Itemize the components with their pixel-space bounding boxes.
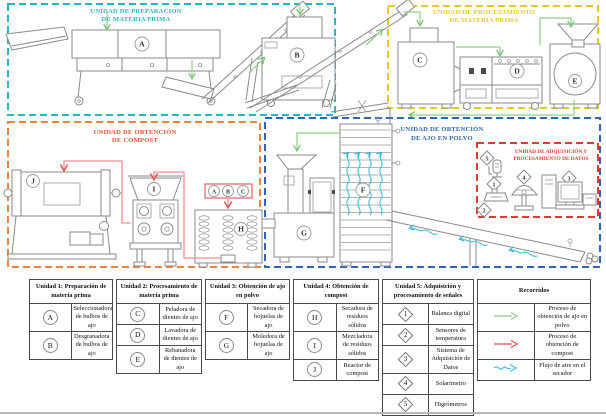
machine-c-peladora <box>398 28 463 108</box>
legend-description: Higrómetros <box>428 394 474 415</box>
title-prep-2: DE MATERIA PRIMA <box>101 16 171 23</box>
legend-table-unit-1 <box>29 279 113 360</box>
machine-g-moledora <box>262 155 335 262</box>
legend-description: Desgranadora de bulbos de ajo <box>71 331 113 359</box>
legend-key-cell <box>383 304 429 325</box>
title-polvo-1: UNIDAD DE OBTENCIÓN <box>400 126 484 133</box>
label-sensor-4: 4 <box>522 175 526 182</box>
title-proc-2: DE MATERIA PRIMA <box>449 17 519 24</box>
cyan-wavy-arrow-icon <box>478 359 535 380</box>
legend-unit-header: Unidad 5: Adquisición y procesamiento de señales <box>383 280 474 304</box>
sensor-number-badge: 1 <box>397 306 413 322</box>
label-abc-b: B <box>225 189 231 196</box>
label-machine-d: D <box>514 66 520 76</box>
title-proc-1: UNIDAD DE PROCESAMIENTO <box>432 9 536 16</box>
machine-letter-badge: C <box>130 307 145 322</box>
legend-description: Balanza digital <box>428 304 474 325</box>
title-compost-1: UNIDAD DE OBTENCIÓN <box>93 129 177 136</box>
green-arrow-icon <box>478 304 535 332</box>
legend-table-unit-4 <box>293 279 379 381</box>
sensor-2-temperatura <box>477 203 491 217</box>
machine-d-lavadora <box>460 57 542 110</box>
legend-description: Secadora de hojuelas de ajo <box>248 304 290 332</box>
legend-description: Sistema de Adquisición de Datos <box>428 346 474 374</box>
air-flow-conveyor-arrows <box>410 227 538 257</box>
label-machine-c: C <box>417 55 423 65</box>
bottom-divider <box>0 412 606 414</box>
label-machine-a: A <box>139 39 145 49</box>
machine-j-reactor <box>4 170 122 259</box>
legend-key-cell <box>117 346 160 374</box>
label-machine-i: I <box>152 184 156 194</box>
label-sensor-2: 2 <box>482 208 486 215</box>
machine-letter-badge: E <box>130 352 145 367</box>
legend-description: Solarimetro <box>428 373 474 394</box>
label-sensor-1: 1 <box>492 182 496 189</box>
label-sensor-5: 5 <box>485 156 489 163</box>
machine-letter-badge: J <box>307 362 322 377</box>
sensor-5-higrometro <box>480 151 502 177</box>
legend-key-cell <box>383 325 429 346</box>
legend-description: Secadora de residuos sólidos <box>336 304 379 332</box>
legend-key-cell <box>30 304 72 332</box>
sensor-3-computadora-daq <box>542 171 596 209</box>
legend-recorridos-header: Recorridos <box>478 280 591 304</box>
legend-key-cell <box>383 346 429 374</box>
legend-unit-header: Unidad 4: Obtención de compost <box>294 280 379 304</box>
label-machine-j: J <box>31 176 35 186</box>
machine-letter-badge: D <box>130 328 145 343</box>
label-abc-c: C <box>240 189 246 196</box>
legend-key-cell <box>294 359 337 380</box>
red-arrow-icon <box>478 331 535 359</box>
legend-recorrido-description: Proceso de obtención de ajo en polvo <box>534 304 591 332</box>
legend <box>29 279 591 416</box>
legend-unit-header: Unidad 3: Obtención de ajo en polvo <box>206 280 290 304</box>
title-prep-1: UNIDAD DE PREPARACIÓN <box>90 8 182 15</box>
machine-a-seleccionadora <box>6 27 220 105</box>
machine-letter-badge: H <box>307 310 322 325</box>
sensor-1-balanza <box>484 177 508 201</box>
legend-key-cell <box>117 325 160 346</box>
legend-unit-header: Unidad 2: Procesamiento de materia prima <box>117 280 202 304</box>
legend-key-cell <box>294 331 337 359</box>
legend-key-cell <box>206 331 248 359</box>
legend-unit-header: Unidad 1: Preparación de materia prima <box>30 280 113 304</box>
machine-letter-badge: B <box>43 338 58 353</box>
machine-letter-badge: G <box>219 338 234 353</box>
sensor-number-badge: 5 <box>397 397 413 413</box>
legend-key-cell <box>294 304 337 332</box>
legend-table-unit-2 <box>116 279 202 374</box>
label-sensor-3: 3 <box>567 176 571 183</box>
sensor-number-badge: 2 <box>397 327 413 343</box>
legend-key-cell <box>30 331 72 359</box>
label-machine-f: F <box>360 185 366 195</box>
sensor-4-solarimetro <box>512 170 537 210</box>
label-machine-h: H <box>238 224 244 234</box>
legend-description: Moledora de hojuelas de ajo <box>248 331 290 359</box>
legend-description: Peladora de dientes de ajo <box>159 304 202 325</box>
residues-abc-box <box>205 184 252 198</box>
legend-key-cell <box>117 304 160 325</box>
drying-conveyor <box>386 208 598 266</box>
title-polvo-2: DE AJO EN POLVO <box>411 135 473 142</box>
machine-e-rebanadora <box>550 24 600 108</box>
legend-table-unit-3 <box>205 279 290 360</box>
legend-key-cell <box>383 373 429 394</box>
sensor-number-badge: 3 <box>397 352 413 368</box>
legend-description: Rebanadora de dientes de ajo <box>159 346 202 374</box>
title-compost-2: DE COMPOST <box>111 137 159 144</box>
legend-table-unit-5 <box>382 279 474 416</box>
title-datos-1: UNIDAD DE ADQUISICIÓN Y <box>514 149 588 155</box>
legend-recorrido-description: Flujo de aire en el secador <box>534 359 591 380</box>
legend-description: Sensores de temperatura <box>428 325 474 346</box>
title-datos-2: PROCESAMIENTO DE DATOS <box>513 156 589 162</box>
legend-description: Reactor de compost <box>336 359 379 380</box>
legend-table-recorridos <box>477 279 591 381</box>
machine-letter-badge: F <box>219 310 234 325</box>
label-abc-a: A <box>211 189 217 196</box>
legend-description: Mezcladora de residuos sólidos <box>336 331 379 359</box>
legend-recorrido-description: Proceso de obtención de compost <box>534 331 591 359</box>
machine-letter-badge: A <box>43 310 58 325</box>
legend-description: Seleccionadora de bulbos de ajo <box>71 304 113 332</box>
label-machine-g: G <box>301 228 307 238</box>
machine-letter-badge: I <box>307 338 322 353</box>
label-machine-b: B <box>294 50 300 60</box>
legend-key-cell <box>206 304 248 332</box>
legend-description: Lavadora de dientes de ajo <box>159 325 202 346</box>
label-machine-e: E <box>572 76 578 86</box>
sensor-number-badge: 4 <box>397 376 413 392</box>
